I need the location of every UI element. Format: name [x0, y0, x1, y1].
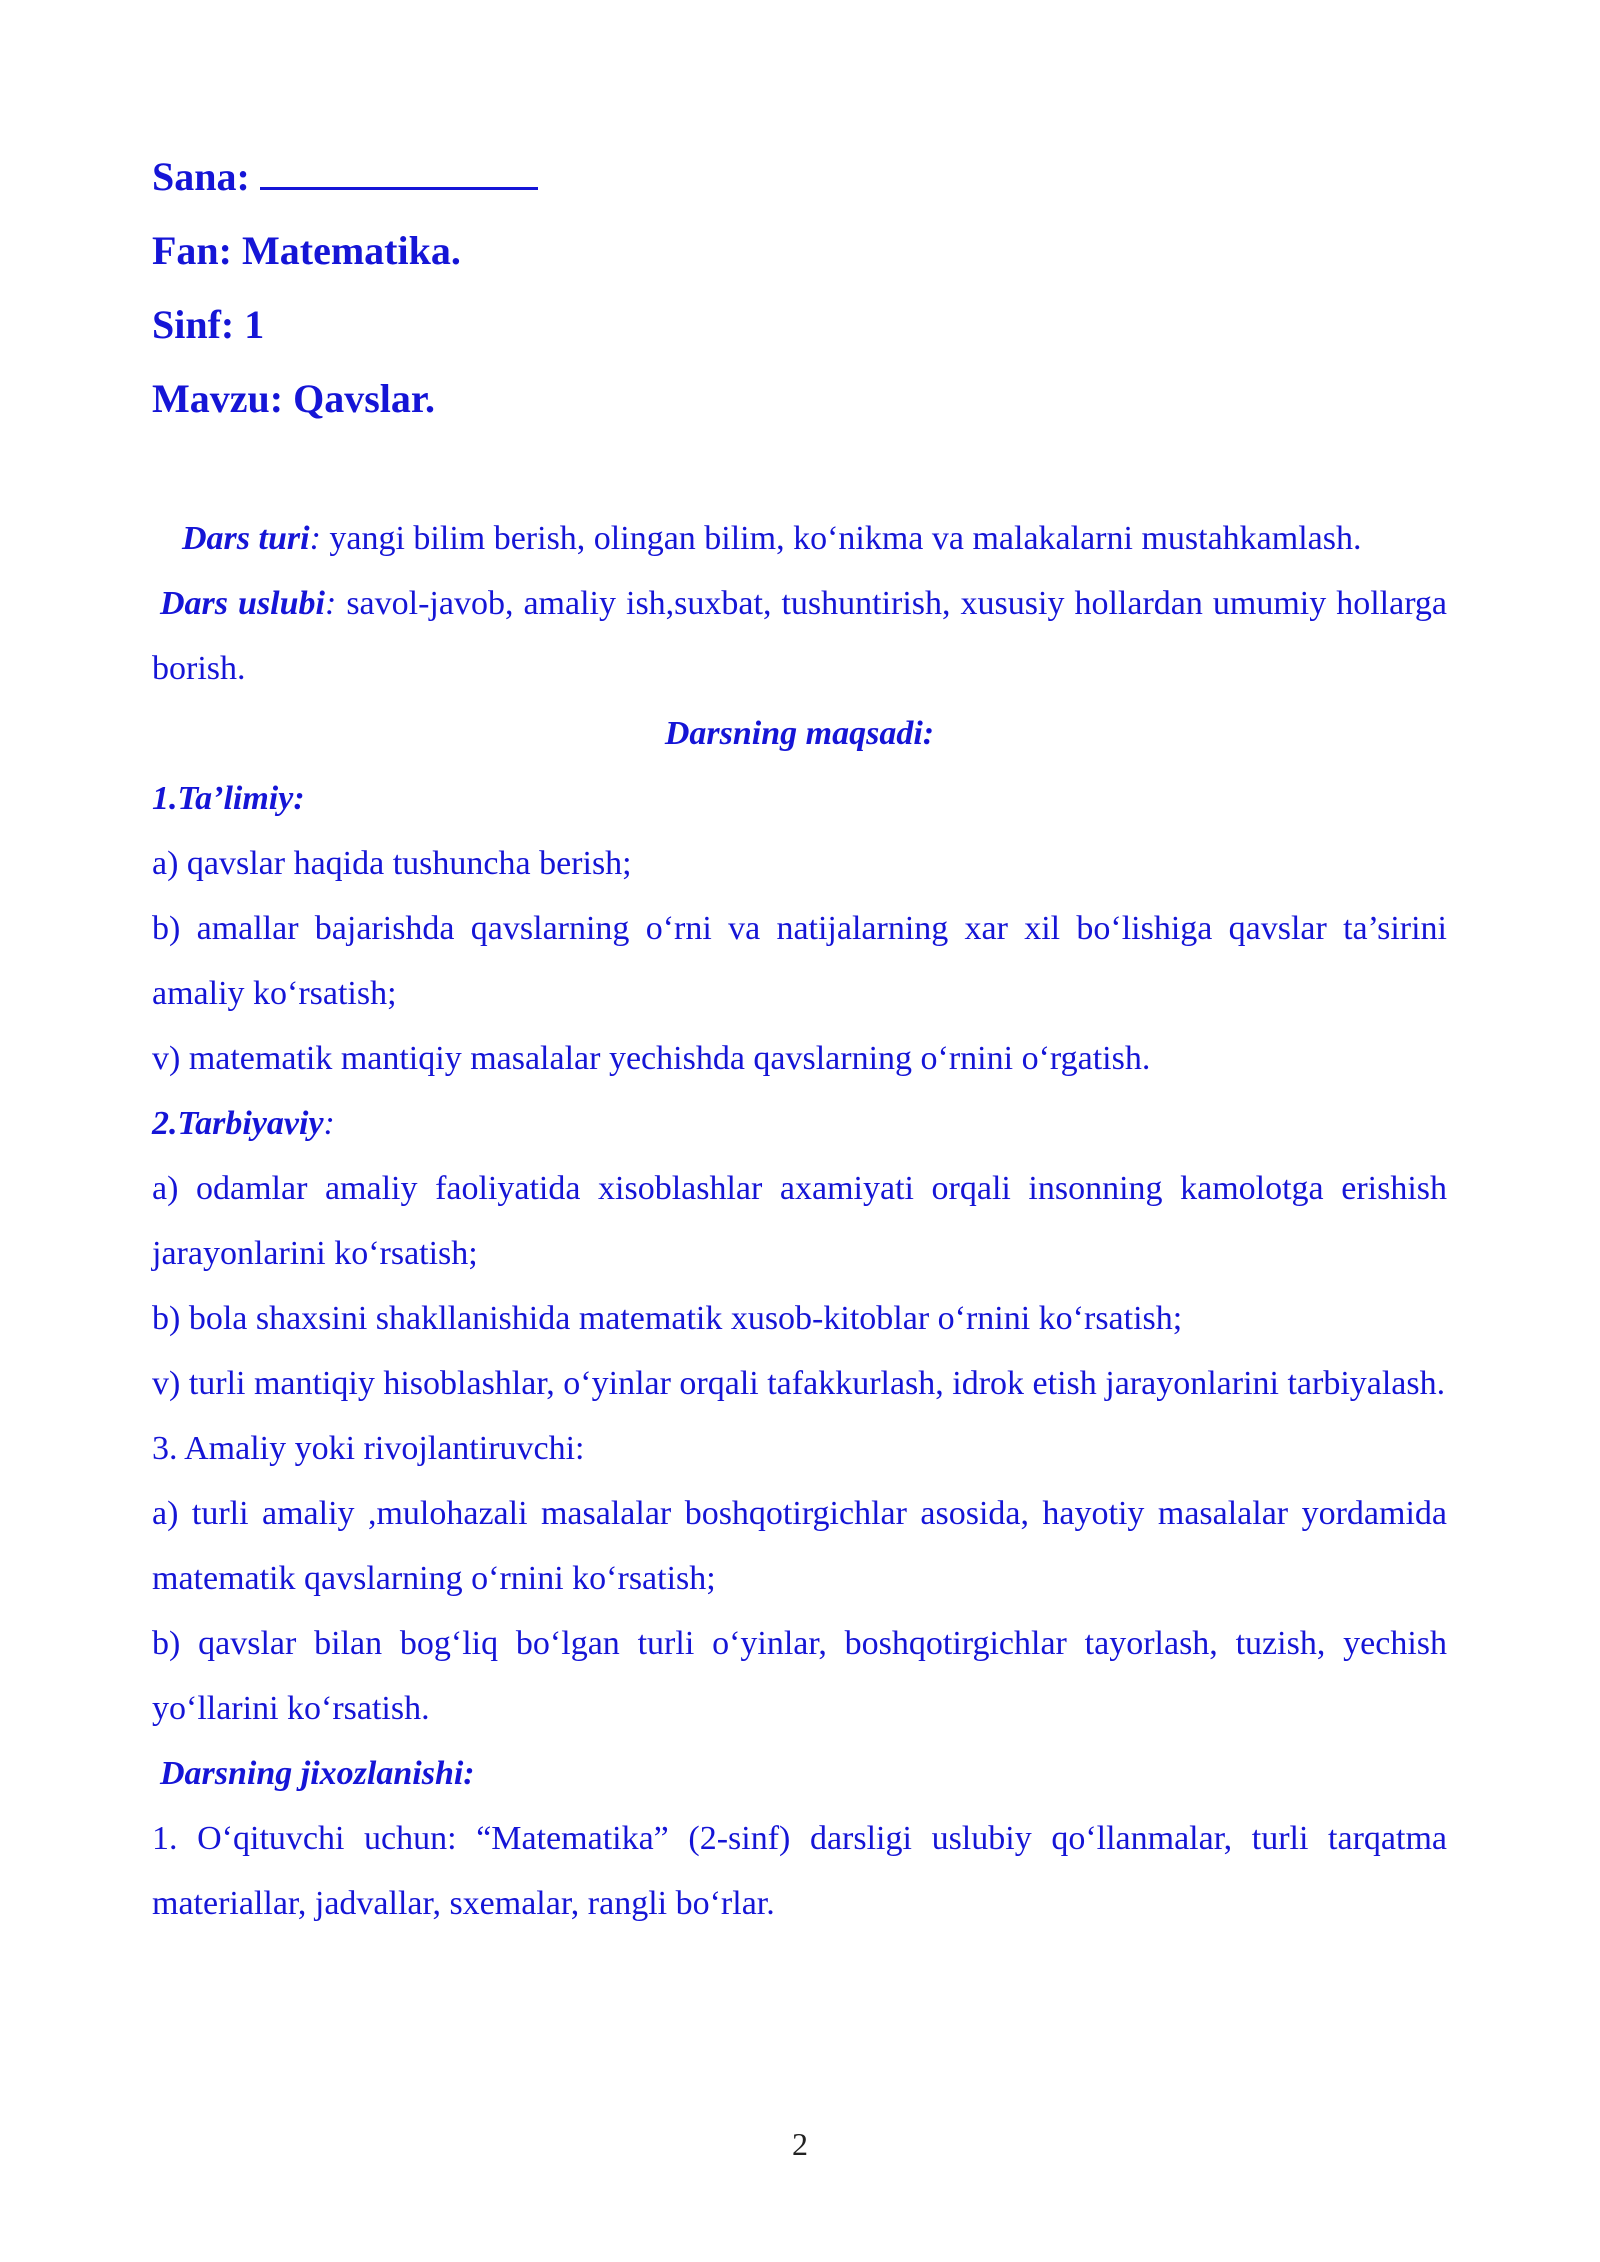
goals-title: Darsning maqsadi: — [664, 715, 935, 752]
lesson-type-paragraph — [152, 506, 1447, 571]
grade-line: Sinf: 1 — [152, 302, 265, 347]
developmental-item-b: b) qavslar bilan bog‘liq bo‘lgan turli o‘yinlar, boshqotirgichlar tayorlash, tuzish, yechish yo‘llarini ko‘rsatish. — [152, 1625, 1447, 1727]
upbringing-heading: 2.Tarbiyaviy — [152, 1105, 324, 1142]
page-number: 2 — [792, 2126, 808, 2162]
document-page — [152, 140, 1447, 1936]
educational-item-a: a) qavslar haqida tushuncha berish; — [152, 845, 632, 882]
educational-item-v: v) matematik mantiqiy masalalar yechishda qavslarning o‘rnini o‘rgatish. — [152, 1040, 1151, 1077]
lesson-method-colon: : — [324, 585, 337, 622]
date-label: Sana: — [152, 154, 250, 199]
lesson-type-text: yangi bilim berish, olingan bilim, ko‘nikma va malakalarni mustahkamlash. — [320, 520, 1362, 557]
developmental-item-a: a) turli amaliy ,mulohazali masalalar boshqotirgichlar asosida, hayotiy masalalar yordamida matematik qavslarning o‘rnini ko‘rsatish; — [152, 1495, 1447, 1597]
upbringing-item-v: v) turli mantiqiy hisoblashlar, o‘yinlar orqali tafakkurlash, idrok etish jarayonlarini tarbiyalash. — [152, 1365, 1446, 1402]
equipment-item-1: 1. O‘qituvchi uchun: “Matematika” (2-sinf) darsligi uslubiy qo‘llanmalar, turli tarqatma materiallar, jadvallar, sxemalar, rangli bo‘rlar. — [152, 1820, 1447, 1922]
upbringing-item-b: b) bola shaxsini shakllanishida matematik xusob-kitoblar o‘rnini ko‘rsatish; — [152, 1300, 1183, 1337]
lesson-method-text: savol-javob, amaliy ish,suxbat, tushuntirish, xususiy hollardan umumiy hollarga borish. — [152, 585, 1448, 687]
upbringing-item-a: a) odamlar amaliy faoliyatida xisoblashlar axamiyati orqali insonning kamolotga erishish jarayonlarini ko‘rsatish; — [152, 1170, 1447, 1272]
date-line — [152, 140, 1447, 214]
lesson-type-colon: : — [309, 520, 321, 557]
developmental-heading: 3. Amaliy yoki rivojlantiruvchi: — [152, 1430, 585, 1467]
lesson-method-label: Dars uslubi — [160, 585, 325, 622]
subject-line: Fan: Matematika. — [152, 228, 461, 273]
upbringing-heading-line — [152, 1091, 1447, 1156]
lesson-method-paragraph — [152, 571, 1447, 701]
equipment-heading: Darsning jixozlanishi: — [160, 1755, 475, 1792]
educational-item-b: b) amallar bajarishda qavslarning o‘rni va natijalarning xar xil bo‘lishiga qavslar ta’sirini amaliy ko‘rsatish; — [152, 910, 1447, 1012]
lesson-type-label: Dars turi — [182, 520, 310, 557]
date-blank — [260, 157, 538, 190]
educational-heading: 1.Ta’limiy: — [152, 780, 305, 817]
topic-line: Mavzu: Qavslar. — [152, 376, 435, 421]
upbringing-colon: : — [323, 1105, 335, 1142]
lesson-body — [152, 506, 1447, 1936]
